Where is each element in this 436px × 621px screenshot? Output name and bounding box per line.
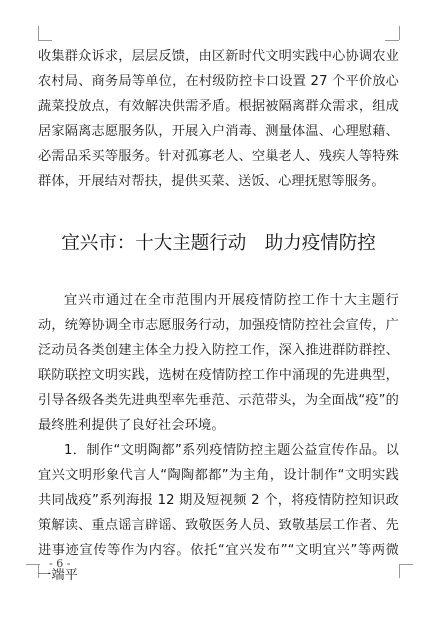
top-paragraph: 收集群众诉求，层层反馈，由区新时代文明实践中心协调农业农村局、商务局等单位，在村级防控卡口设置 27 个平价放心蔬菜投放点，有效解决供需矛盾。根据被隔离群众需求，组成居家隔离志愿服务队，开展入户消毒、测量体温、心理慰藉、必需品采买等服务。针对孤寡老人、空巢老人、残疾人等特殊群体，开展结对帮扶，提供买菜、送饭、心理抚慰等服务。 (38, 49, 399, 189)
page-number: - 6 - (49, 557, 71, 570)
intro-paragraph: 宜兴市通过在全市范围内开展疫情防控工作十大主题行动，统筹协调全市志愿服务行动，加强疫情防控社会宣传，广泛动员各类创建主体全力投入防控工作，深入推进群防群控、联防联控文明实践，选树在疫情防控工作中涌现的先进典型，引导各级各类先进典型率先垂范、示范带头，为全面战“疫”的最终胜利提供了良好社会环境。 (38, 293, 399, 433)
crop-mark-top-left-v (38, 26, 39, 40)
crop-mark-bottom-right-v (399, 564, 400, 578)
section-title: 宜兴市：十大主题行动 助力疫情防控 (61, 233, 376, 254)
crop-mark-bottom-right-h (399, 564, 413, 565)
crop-mark-top-right-v (399, 26, 400, 40)
item-1-paragraph: 1．制作“文明陶都”系列疫情防控主题公益宣传作品。以宜兴文明形象代言人“陶陶都都”为主角，设计制作“文明实践 共同战疫”系列海报 12 期及短视频 2 个，将疫情防控知识政策解读、重点谣言辟谣、致敬医务人员、致敬基层工作者、先进事迹宣传等作为内容。依托“宜兴发布”“文明宜兴”等两微一端平 (38, 443, 399, 583)
crop-mark-top-right-h (385, 40, 399, 41)
crop-mark-top-left-h (38, 40, 52, 41)
